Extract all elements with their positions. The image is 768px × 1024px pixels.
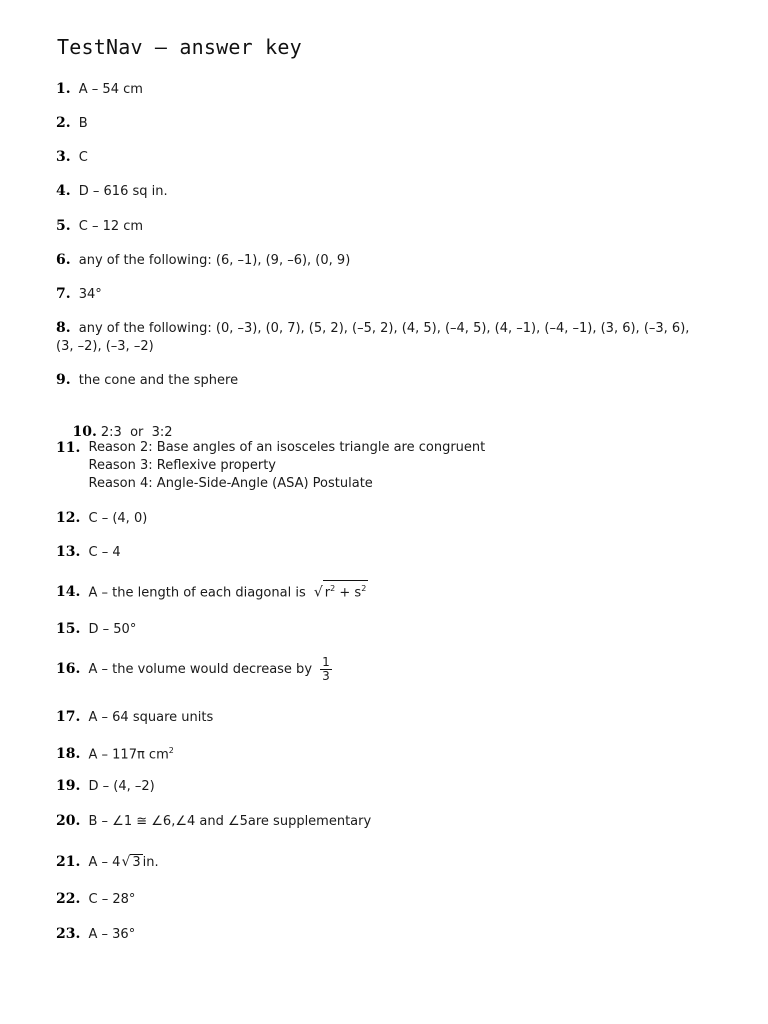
item-number: 12.: [56, 510, 81, 526]
radicand-operator: +: [335, 585, 355, 601]
answer-item-20: [56, 812, 371, 831]
answer-item-21: [56, 853, 159, 872]
item-answer: A – 54 cm: [78, 82, 143, 97]
item-answer: B – ∠1 ≅ ∠6,∠4 and ∠5are supplementary: [88, 814, 372, 829]
fraction: [320, 656, 332, 683]
item-number: 22.: [56, 891, 81, 907]
answer-item-13: [56, 543, 121, 562]
exponent: 2: [168, 746, 174, 755]
item-answer: A – 64 square units: [88, 710, 214, 725]
item-answer-line-2: (3, –2), (–3, –2): [56, 339, 154, 354]
answer-item-2: [56, 114, 88, 133]
item-answer: D – (4, –2): [88, 779, 155, 794]
item-number: 19.: [56, 778, 81, 794]
item-number: 20.: [56, 813, 81, 829]
item-number: 18.: [56, 746, 81, 763]
item-number: 21.: [56, 854, 81, 870]
reason-4: Reason 4: Angle-Side-Angle (ASA) Postulate: [88, 476, 373, 491]
item-number: 8.: [56, 320, 71, 336]
reason-2: Reason 2: Base angles of an isosceles triangle are congruent: [88, 440, 486, 455]
item-number: 7.: [56, 286, 71, 302]
answer-item-17: [56, 708, 213, 727]
item-number: 2.: [56, 115, 71, 131]
item-number: 4.: [56, 183, 71, 199]
square-root-expression: [121, 853, 142, 872]
answer-item-9: [56, 371, 238, 390]
reason-3: Reason 3: Reflexive property: [88, 458, 276, 473]
answer-item-16: [56, 656, 332, 683]
radical-sign: √: [121, 854, 131, 870]
answer-item-23: [56, 925, 135, 944]
item-answer-reasons: [89, 439, 486, 493]
item-answer: C: [78, 150, 88, 165]
answer-item-18: [56, 742, 174, 764]
item-number: 23.: [56, 926, 81, 942]
item-number: 17.: [56, 709, 81, 725]
page-title: TestNav – answer key: [57, 35, 302, 59]
item-answer-before: A – 4: [88, 855, 121, 870]
item-answer: C – (4, 0): [88, 511, 148, 526]
item-number: 5.: [56, 218, 71, 234]
item-number: 14.: [56, 584, 81, 601]
radicand-term-a: r: [324, 585, 331, 601]
answer-item-22: [56, 890, 135, 909]
item-number: 16.: [56, 661, 81, 677]
item-answer: 34°: [78, 287, 102, 302]
item-answer: D – 616 sq in.: [78, 184, 168, 199]
item-answer: the cone and the sphere: [78, 373, 239, 388]
answer-item-19: [56, 777, 155, 796]
radicand: [323, 580, 369, 600]
item-answer: D – 50°: [88, 622, 137, 637]
item-number: 1.: [56, 81, 71, 97]
item-number: 3.: [56, 149, 71, 165]
radicand: 3: [132, 855, 141, 870]
item-number: 13.: [56, 544, 81, 560]
fraction-numerator: 1: [322, 655, 330, 669]
item-number: 9.: [56, 372, 71, 388]
item-answer: A – 36°: [88, 927, 136, 942]
item-answer: C – 28°: [88, 892, 136, 907]
exponent: 2: [330, 584, 336, 593]
square-root-expression: [314, 580, 368, 602]
answer-item-12: [56, 509, 147, 528]
answer-item-14: [56, 580, 368, 602]
answer-item-11: [56, 439, 485, 493]
answer-item-1: [56, 80, 143, 99]
answer-item-6: [56, 251, 350, 270]
item-answer-line-1: any of the following: (0, –3), (0, 7), (5, 2), (–5, 2), (4, 5), (–4, 5), (4, –1), (–4, –1), (3, 6), (–3, 6),: [78, 321, 690, 336]
exponent: 2: [361, 584, 367, 593]
item-number: 6.: [56, 252, 71, 268]
fraction-denominator: 3: [322, 669, 330, 683]
item-answer: A – the volume would decrease by: [88, 662, 313, 677]
item-answer: C – 4: [88, 545, 121, 560]
item-answer: A – 117π cm: [88, 747, 169, 763]
item-answer-after: in.: [142, 855, 159, 870]
item-number: 15.: [56, 621, 81, 637]
item-number: 10.: [72, 424, 97, 440]
radicand-term-b: s: [354, 585, 362, 601]
answer-item-8: [56, 319, 689, 356]
answer-item-3: [56, 148, 88, 167]
item-answer: 2:3 or 3:2: [100, 425, 173, 440]
item-answer: A – the length of each diagonal is: [88, 585, 306, 601]
answer-item-4: [56, 182, 168, 201]
answer-item-15: [56, 620, 136, 639]
item-answer: any of the following: (6, –1), (9, –6), (0, 9): [78, 253, 351, 268]
item-answer: C – 12 cm: [78, 219, 144, 234]
radical-sign: √: [313, 584, 323, 601]
item-number: 11.: [56, 440, 81, 456]
answer-item-7: [56, 285, 102, 304]
answer-item-5: [56, 217, 143, 236]
item-answer: B: [78, 116, 88, 131]
